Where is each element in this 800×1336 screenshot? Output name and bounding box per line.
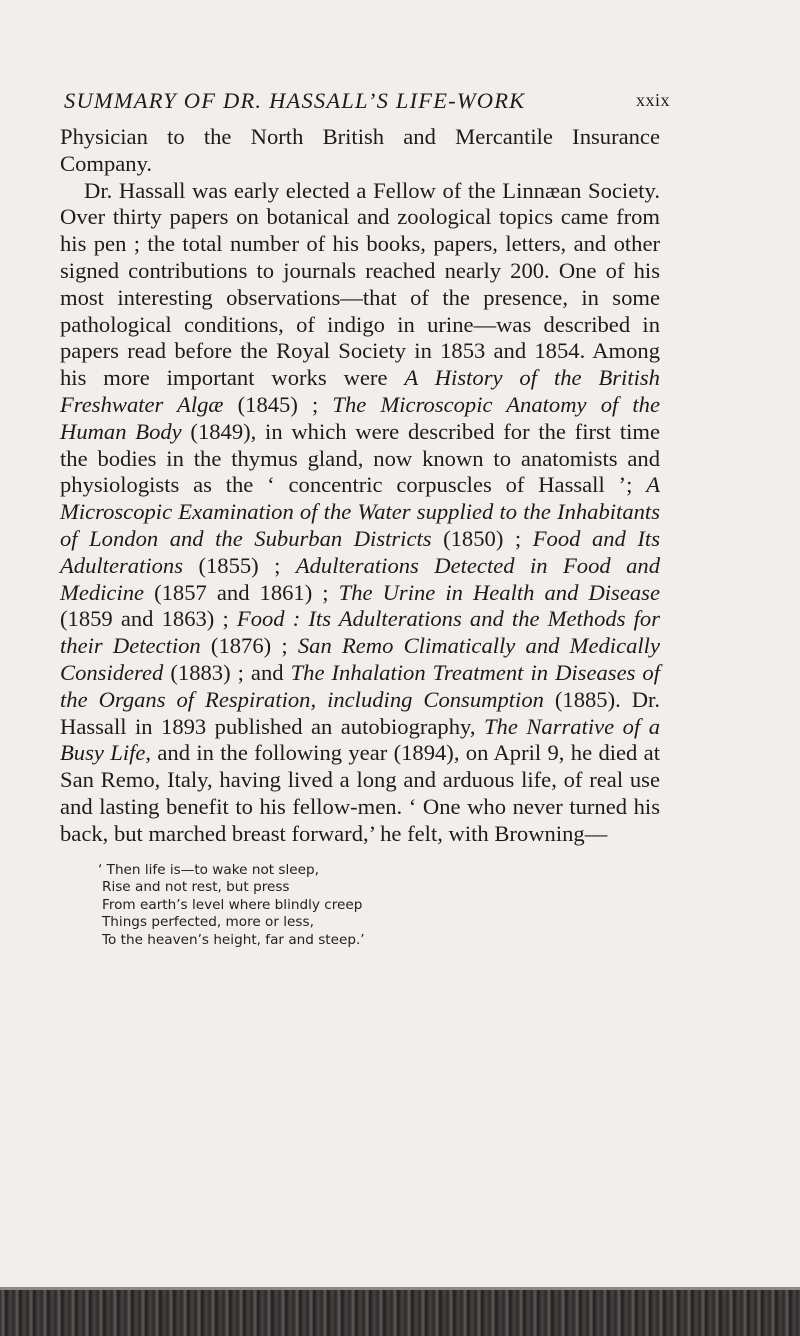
text-run: (1849), in which were described for the first time the bodies in the thymus gland, now known to anatomists and physiologists as the ‘ concentric corpuscles of Hassall ’; [60,418,660,498]
work-title: The Microscopic Anatomy of the Human Body [60,391,660,444]
work-title: A History of the British Freshwater Algæ [60,365,660,417]
text-run: (1857 and 1861) ; [144,579,339,605]
text-run: (1883) ; and [163,659,291,685]
book-page [60,88,670,949]
work-title: Adulterations Detected in Food and Medicine [60,552,660,605]
text-run: (1855) ; [183,552,296,578]
paragraph-hassall-works [60,178,660,848]
text-run: (1876) ; [200,633,298,659]
running-title: SUMMARY OF DR. HASSALL’S LIFE-WORK [64,88,526,113]
scan-bottom-edge [0,1290,800,1336]
work-title: The Narrative of a Busy Life [60,713,660,766]
work-title: San Remo Climatically and Medically Considered [60,633,660,685]
text-run: (1885). Dr. Hassall in 1893 published an autobiography, [60,686,660,739]
verse-line: Things perfected, more or less, [102,914,314,931]
text-run: , and in the following year (1894), on April 9, he died at San Remo, Italy, having lived a long and arduous life, of real use and lasting benefit to his fellow-men. ‘ One who never turned his back, but marched breast forward,’ he felt, with Browning— [60,740,660,846]
text-run: Dr. Hassall was early elected a Fellow of the Linnæan Society. Over thirty papers on botanical and zoological topics came from his pen ; the total number of his books, papers, letters, and other signed contributions to journals reached nearly 200. One of his most interesting observations—that of the presence, in some pathological conditions, of indigo in urine—was described in papers read before the Royal Society in 1853 and 1854. Among his more important works were [60,177,660,391]
work-title: Food : Its Adulterations and the Methods for their Detection [60,606,660,659]
text-run: (1850) ; [431,525,533,551]
text-run: (1845) ; [223,391,333,417]
page-number: xxix [635,90,670,110]
work-title: The Inhalation Treatment in Diseases of the Organs of Respiration, including Consumption [60,659,660,712]
running-header [60,88,670,124]
verse-line: To the heaven’s height, far and steep.’ [102,931,365,948]
paragraph-continuation: Physician to the North British and Mercantile Insurance Company. [60,124,660,176]
work-title: A Microscopic Examination of the Water supplied to the Inhabitants of London and the Suburban Districts [60,472,660,551]
verse-line: Rise and not rest, but press [102,879,290,896]
work-title: The Urine in Health and Disease [338,579,660,605]
verse-line: From earth’s level where blindly creep [102,896,363,913]
body-text [60,124,660,848]
browning-verse-quote [98,862,660,950]
work-title: Food and Its Adulterations [60,525,660,578]
verse-line: ‘ Then life is—to wake not sleep, [98,861,319,878]
text-run: (1859 and 1863) ; [60,606,237,632]
